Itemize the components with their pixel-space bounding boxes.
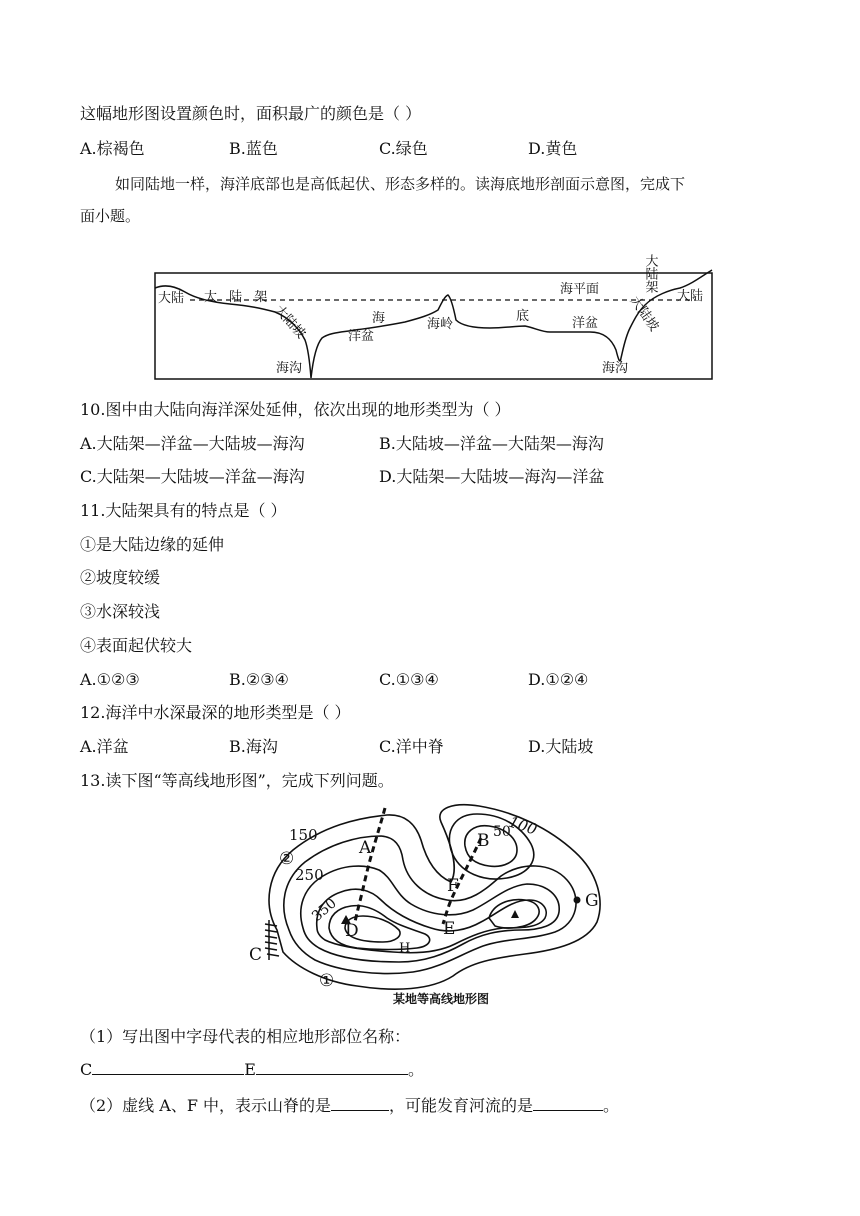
label-basin-left-1: 海 xyxy=(372,311,386,326)
q12-stem: 12.海洋中水深最深的地形类型是（ ） xyxy=(80,703,351,722)
label-50: 50 xyxy=(493,824,511,840)
q12-option-b: B.海沟 xyxy=(229,737,278,756)
q9-option-a: A.棕褐色 xyxy=(80,139,145,158)
label-c-answer: C xyxy=(80,1060,93,1079)
cliff-hachures xyxy=(265,920,279,960)
q10-option-a: A.大陆架—洋盆—大陆坡—海沟 xyxy=(80,434,305,453)
q11-option-d: D.①②④ xyxy=(528,670,589,689)
seafloor-profile-figure xyxy=(150,240,720,385)
q9-stem: 这幅地形图设置颜色时，面积最广的颜色是（ ） xyxy=(80,104,422,123)
label-100: 100 xyxy=(506,812,540,839)
answer-blank-c[interactable] xyxy=(92,1058,244,1075)
label-f: F xyxy=(447,876,459,896)
sub1-end: 。 xyxy=(407,1060,424,1079)
q12-option-d: D.大陆坡 xyxy=(528,737,594,756)
label-basin-left-2: 洋盆 xyxy=(348,329,375,344)
peak-east-icon xyxy=(511,910,519,918)
contour-line-250 xyxy=(301,866,559,962)
q12-option-a: A.洋盆 xyxy=(80,737,129,756)
label-circle-1: ① xyxy=(319,971,335,991)
label-e: E xyxy=(443,919,456,939)
label-trench-right: 海沟 xyxy=(602,361,629,376)
q11-statement-2: ②坡度较缓 xyxy=(80,568,161,587)
label-250: 250 xyxy=(295,866,324,884)
label-mainland-left: 大陆 xyxy=(158,291,185,306)
label-ridge: 海岭 xyxy=(427,317,454,332)
q9-option-b: B.蓝色 xyxy=(229,139,278,158)
q12-option-c: C.洋中脊 xyxy=(379,737,444,756)
label-bottom: 底 xyxy=(516,309,530,324)
q9-option-d: D.黄色 xyxy=(528,139,578,158)
point-g-marker xyxy=(574,897,581,904)
q11-option-a: A.①②③ xyxy=(80,670,140,689)
sub2-text-b: ，可能发育河流的是 xyxy=(389,1096,534,1115)
q10-stem: 10.图中由大陆向海洋深处延伸，依次出现的地形类型为（ ） xyxy=(80,400,511,419)
label-mainland-right: 大陆 xyxy=(677,289,704,304)
answer-blank-e[interactable] xyxy=(256,1058,408,1075)
label-b: B xyxy=(477,831,490,851)
q13-stem: 13.读下图“等高线地形图”，完成下列问题。 xyxy=(80,771,394,790)
label-shelf-left: 大 陆 架 xyxy=(204,290,272,305)
label-sea-level: 海平面 xyxy=(560,282,600,297)
answer-blank-river[interactable] xyxy=(533,1094,603,1111)
q11-statement-3: ③水深较浅 xyxy=(80,602,161,621)
intro-line-2: 面小题。 xyxy=(80,207,141,225)
label-trench-left: 海沟 xyxy=(276,361,303,376)
label-g: G xyxy=(585,891,599,911)
label-slope-left: 大陆坡 xyxy=(271,302,309,342)
sub2-end: 。 xyxy=(603,1096,620,1115)
q11-stem: 11.大陆架具有的特点是（ ） xyxy=(80,501,287,520)
label-basin-right: 洋盆 xyxy=(572,316,599,331)
sub2-text-a: （2）虚线 A、F 中，表示山脊的是 xyxy=(80,1096,332,1115)
q10-option-c: C.大陆架—大陆坡—洋盆—海沟 xyxy=(80,467,305,486)
label-a: A xyxy=(359,838,372,858)
label-c: C xyxy=(249,945,263,965)
q9-option-c: C.绿色 xyxy=(379,139,428,158)
label-shelf-right: 大陆架 xyxy=(642,254,658,293)
q11-option-c: C.①③④ xyxy=(379,670,439,689)
q10-option-d: D.大陆架—大陆坡—海沟—洋盆 xyxy=(379,467,605,486)
q13-sub1-answers xyxy=(80,1058,424,1080)
q11-statement-1: ①是大陆边缘的延伸 xyxy=(80,535,225,554)
label-e-answer: E xyxy=(244,1060,256,1079)
label-d: D xyxy=(345,921,359,941)
answer-blank-ridge[interactable] xyxy=(331,1094,389,1111)
intro-line-1: 如同陆地一样，海洋底部也是高低起伏、形态多样的。读海底地形剖面示意图，完成下 xyxy=(115,175,686,193)
dashed-line-a xyxy=(355,808,385,922)
q11-statement-4: ④表面起伏较大 xyxy=(80,636,193,655)
contour-map-figure xyxy=(245,800,615,1015)
q13-sub1: （1）写出图中字母代表的相应地形部位名称： xyxy=(80,1027,411,1046)
q11-option-b: B.②③④ xyxy=(229,670,289,689)
label-150: 150 xyxy=(289,826,318,844)
label-h: H xyxy=(399,941,411,956)
q10-option-b: B.大陆坡—洋盆—大陆架—海沟 xyxy=(379,434,604,453)
q13-sub2 xyxy=(80,1094,619,1116)
label-slope-right: 大陆坡 xyxy=(626,293,662,335)
label-circle-2: ② xyxy=(279,849,295,869)
label-350: 350 xyxy=(309,895,340,925)
figure-caption: 某地等高线地形图 xyxy=(393,992,490,1006)
